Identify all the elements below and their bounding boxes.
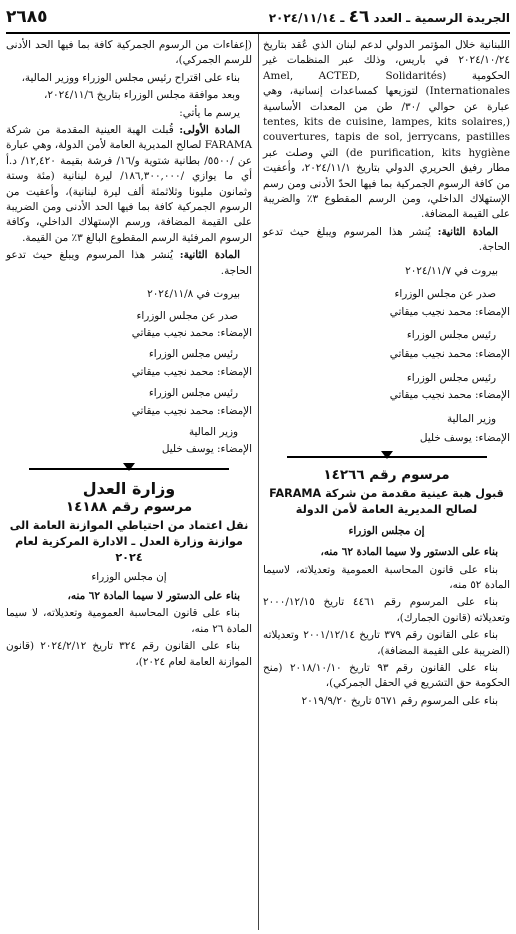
- signature-line: رئيس مجلس الوزراء: [406, 371, 496, 384]
- signature-line: صدر عن مجلس الوزراء: [136, 309, 238, 322]
- article-2-label: المادة الثانية:: [179, 249, 241, 262]
- right-column: [263, 38, 510, 711]
- article-2: [6, 248, 252, 279]
- left-column: [6, 38, 252, 672]
- legal-basis: بناء على القانون رقم ٩٣ تاريخ ٢٠١٨/١٠/١٠ (منح الحكومة حق التشريع في الحقل الجمركي)،: [263, 662, 510, 690]
- journal-name: الجريدة الرسمية ـ العدد: [373, 11, 510, 25]
- legal-basis: بناء على المرسوم رقم ٥٦٧١ تاريخ ٢٠١٩/٩/٢٠: [301, 694, 498, 707]
- legal-basis: بناء على قانون المحاسبة العمومية وتعديلاته، لا سيما المادة ٢٦ منه،: [6, 607, 252, 635]
- page-header: [6, 2, 510, 34]
- signature-line: الإمضاء: محمد نجيب ميقاتي: [131, 365, 252, 378]
- signature-line: الإمضاء: محمد نجيب ميقاتي: [131, 404, 252, 417]
- signature-line: رئيس مجلس الوزراء: [148, 348, 238, 361]
- signature-line: الإمضاء: يوسف خليل: [161, 443, 252, 456]
- signature-line: الإمضاء: محمد نجيب ميقاتي: [389, 305, 510, 318]
- article-1-text: قُبلت الهبة العينية المقدمة من شركة FARAMA لصالح المديرية العامة لأمن الدولة، وهي عبارة عن /٥٥٠٠/ بطانية شتوية و/١٦/ فرشة بقيمة ١٢,٤٢٠/ د.أ أي ما يوازي /١٨٦,٣٠٠,٠٠٠/ ليرة لبنانية (مئة وستة وثمانون مليونا وثلاثمئة ألف ليرة لبنانية)، وأعفيت من الرسوم الجمركية كافة بما فيها الحد الأدنى ومن الضريبة على القيمة المضافة، ورسم الإستهلاك الداخلي، وكافة الرسوم المرفئية الرسم المقطوع البالغ ٣٪ من القيمة.: [6, 124, 253, 244]
- decree-subtitle: قبول هبة عينية مقدمة من شركة FARAMA لصالح المديرية العامة لأمن الدولة: [269, 486, 504, 516]
- legal-basis: بناء على المرسوم رقم ٤٤٦١ تاريخ ٢٠٠٠/١٢/١٥ وتعديلاته (قانون الجمارك)،: [263, 596, 510, 624]
- decree-body-paragraph: بناء على اقتراح رئيس مجلس الوزراء ووزير المالية،: [21, 71, 240, 84]
- ministry-heading: وزارة العدل: [82, 478, 176, 498]
- legal-basis: بناء على الدستور لا سيما المادة ٦٢ منه،: [67, 589, 240, 602]
- running-head: [269, 7, 510, 27]
- page-number: ٢٦٨٥: [6, 7, 48, 27]
- decree-body-paragraph: يرسم ما يأتي:: [179, 106, 240, 119]
- column-divider: [258, 34, 259, 930]
- signature-line: الإمضاء: محمد نجيب ميقاتي: [131, 326, 252, 339]
- decree-body-paragraph: (إعفاءات من الرسوم الجمركية كافة بما فيها الحد الأدنى للرسم الجمركي)،: [6, 39, 252, 67]
- issue-number: ٤٦: [348, 7, 370, 27]
- signature-line: رئيس مجلس الوزراء: [406, 328, 496, 341]
- article-2-text: يُنشر هذا المرسوم ويبلغ حيث تدعو الحاجة.: [263, 225, 510, 254]
- council-heading: إن مجلس الوزراء: [348, 524, 425, 537]
- legal-basis: بناء على قانون المحاسبة العمومية وتعديلاته، لاسيما المادة ٥٢ منه،: [263, 563, 510, 591]
- article-2-label: المادة الثانية:: [437, 225, 499, 238]
- decree-body-paragraph: اللبنانية خلال المؤتمر الدولي لدعم لبنان الذي عُقد بتاريخ ٢٠٢٤/١٠/٢٤ في باريس، وذلك عبر المنظمات غير الحكومية (Amel, ACTED, Solidarités Internationales) لتوزيعها كمساعدات إنسانية، وهي عبارة عن حوالي /٣٠/ طن من المعدات الأساسية (tentes, kits de cuisine, lampes, kits solaires, couvertures, tapis de sol, jerrycans, pastilles de purification, kits hygiène) التي وصلت عبر مطار رفيق الحريري الدولي بتاريخ ٢٠٢٤/١١/١، وأعفيت من كافة الرسوم الجمركية بما فيها الحدّ الأدنى ومن رسم الإستهلاك الداخلي، ومن الرسم المقطوع ٣٪ والضريبة على القيمة المضافة.: [263, 39, 510, 221]
- legal-basis: بناء على القانون رقم ٣٧٩ تاريخ ٢٠٠١/١٢/١٤ وتعديلاته (الضريبة على القيمة المضافة)،: [263, 629, 510, 657]
- section-separator: [6, 463, 252, 475]
- signature-line: وزير المالية: [446, 412, 496, 425]
- decree-title: مرسوم رقم ١٤١٨٨: [65, 499, 193, 516]
- legal-basis: بناء على الدستور ولا سيما المادة ٦٢ منه،: [320, 546, 498, 559]
- section-separator: [263, 451, 510, 463]
- article-1-label: المادة الأولى:: [179, 124, 240, 137]
- decree-body-paragraph: وبعد موافقة مجلس الوزراء بتاريخ ٢٠٢٤/١١/٦،: [44, 89, 240, 102]
- article-1: [6, 123, 252, 246]
- council-heading: إن مجلس الوزراء: [91, 570, 167, 583]
- signature-line: الإمضاء: يوسف خليل: [419, 431, 510, 444]
- decree-subtitle: نقل اعتماد من احتياطي الموازنة العامة الى موازنة وزارة العدل ـ الادارة المركزية لعام ٢٠٢٤: [9, 518, 249, 564]
- signature-line: وزير المالية: [188, 425, 238, 438]
- signature-line: الإمضاء: محمد نجيب ميقاتي: [389, 389, 510, 402]
- article-2-text: يُنشر هذا المرسوم ويبلغ حيث تدعو الحاجة.: [6, 249, 252, 277]
- article-2: [263, 225, 510, 256]
- decree-title: مرسوم رقم ١٤٢٦٦: [323, 467, 450, 484]
- signature-line: صدر عن مجلس الوزراء: [394, 288, 496, 301]
- signature-line: الإمضاء: محمد نجيب ميقاتي: [389, 348, 510, 361]
- legal-basis: بناء على القانون رقم ٣٢٤ تاريخ ٢٠٢٤/٢/١٢ (قانون الموازنة العامة لعام ٢٠٢٤)،: [6, 640, 252, 668]
- place-date: بيروت في ٢٠٢٤/١١/٨: [147, 288, 240, 301]
- place-date: بيروت في ٢٠٢٤/١١/٧: [405, 264, 498, 277]
- issue-date: ـ ٢٠٢٤/١١/١٤: [268, 11, 345, 25]
- signature-line: رئيس مجلس الوزراء: [148, 387, 238, 400]
